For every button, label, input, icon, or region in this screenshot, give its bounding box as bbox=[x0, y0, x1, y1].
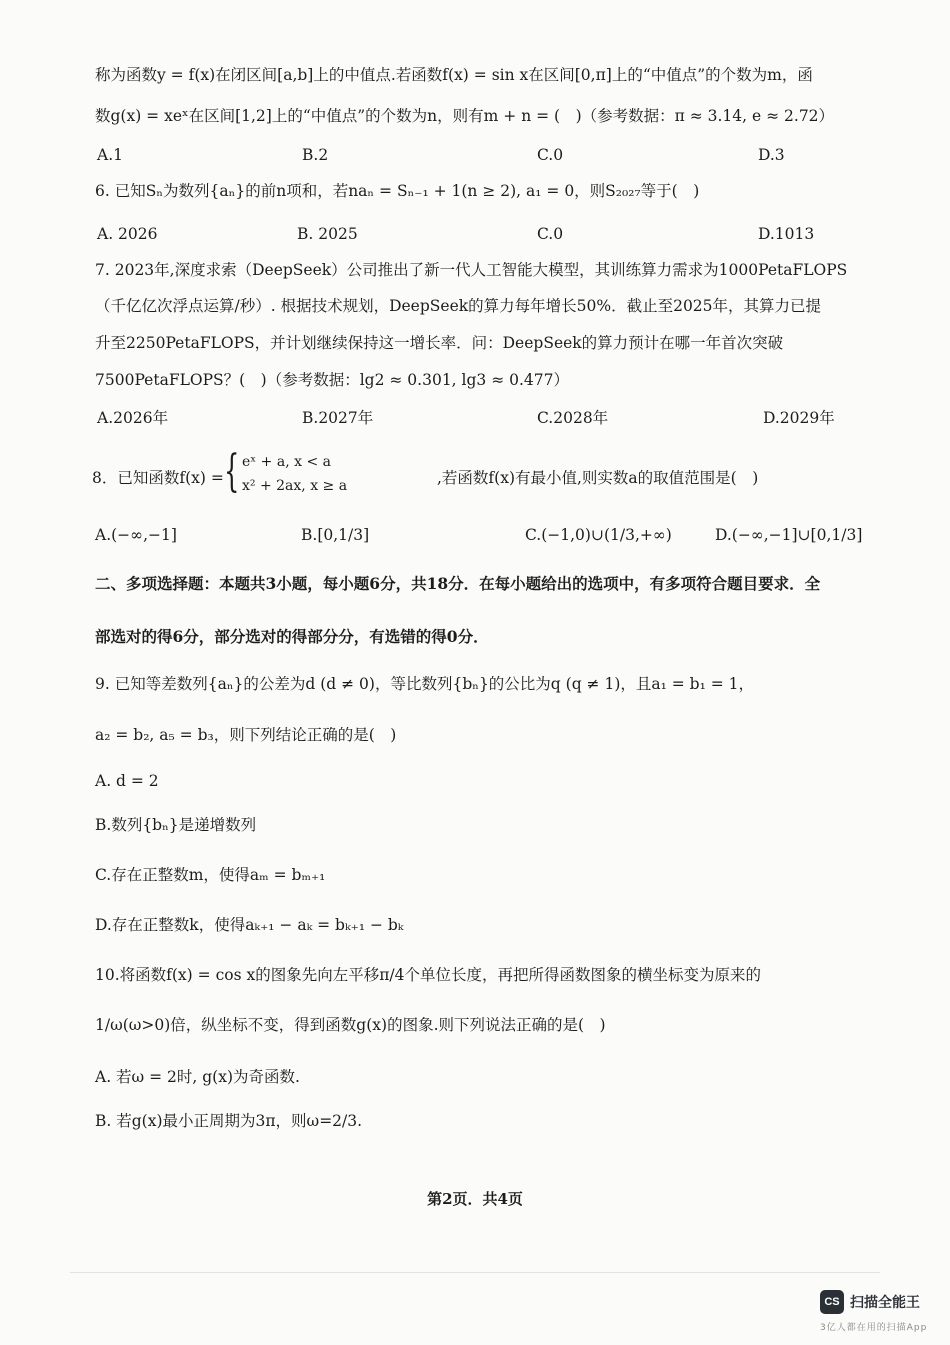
problem9-option-c: C.存在正整数m，使得aₘ = bₘ₊₁ bbox=[95, 866, 326, 884]
option-a: A.2026年 bbox=[97, 409, 169, 427]
problem8-question: ,若函数f(x)有最小值,则实数a的取值范围是( ) bbox=[437, 469, 759, 487]
option-d: D.2029年 bbox=[763, 409, 835, 427]
option-d: D.(−∞,−1]∪[0,1/3] bbox=[715, 526, 863, 544]
option-b: B.[0,1/3] bbox=[301, 526, 370, 544]
problem5-options bbox=[95, 146, 865, 170]
watermark-tagline: 3亿人都在用的扫描App bbox=[820, 1323, 928, 1333]
problem10-option-a: A. 若ω = 2时, g(x)为奇函数. bbox=[95, 1068, 300, 1086]
section2-heading-line1: 二、多项选择题：本题共3小题，每小题6分，共18分．在每小题给出的选项中，有多项符合题目要求．全 bbox=[95, 574, 821, 593]
option-d: D.3 bbox=[758, 146, 785, 164]
option-c: C.2028年 bbox=[537, 409, 609, 427]
option-c: C.(−1,0)∪(1/3,+∞) bbox=[525, 526, 672, 544]
problem9-line1: 9. 已知等差数列{aₙ}的公差为d (d ≠ 0)，等比数列{bₙ}的公比为q (q ≠ 1)，且a₁ = b₁ = 1， bbox=[95, 675, 755, 693]
divider bbox=[70, 1272, 880, 1273]
section2-heading-line2: 部选对的得6分，部分选对的得部分分，有选错的得0分． bbox=[95, 627, 489, 646]
option-b: B.2027年 bbox=[302, 409, 374, 427]
option-a: A.(−∞,−1] bbox=[95, 526, 177, 544]
option-c: C.0 bbox=[537, 146, 564, 164]
problem8-case1: eˣ + a, x < a bbox=[242, 454, 331, 470]
problem9-option-a: A. d = 2 bbox=[95, 772, 159, 790]
option-a: A.1 bbox=[97, 146, 123, 164]
problem7-line2: （千亿亿次浮点运算/秒）. 根据技术规划，DeepSeek的算力每年增长50%．截止至2025年，其算力已提 bbox=[95, 297, 822, 315]
watermark-brand: 扫描全能王 bbox=[850, 1295, 920, 1311]
problem7-line3: 升至2250PetaFLOPS，并计划继续保持这一增长率．问：DeepSeek的算力预计在哪一年首次突破 bbox=[95, 334, 784, 352]
problem6-stem: 6. 已知Sₙ为数列{aₙ}的前n项和，若naₙ = Sₙ₋₁ + 1(n ≥ 2), a₁ = 0，则S₂₀₂₇等于( ) bbox=[95, 182, 700, 200]
problem10-line2: 1/ω(ω>0)倍，纵坐标不变，得到函数g(x)的图象.则下列说法正确的是( ) bbox=[95, 1016, 606, 1034]
problem10-line1: 10.将函数f(x) = cos x的图象先向左平移π/4个单位长度，再把所得函数图象的横坐标变为原来的 bbox=[95, 966, 761, 984]
problem7-options bbox=[95, 409, 865, 433]
page-footer: 第2页．共4页 bbox=[427, 1190, 523, 1208]
problem6-options bbox=[95, 225, 865, 249]
problem10-option-b: B. 若g(x)最小正周期为3π，则ω=2/3. bbox=[95, 1112, 363, 1130]
option-b: B.2 bbox=[302, 146, 329, 164]
camscanner-logo-icon: CS bbox=[820, 1290, 844, 1314]
problem9-option-d: D.存在正整数k，使得aₖ₊₁ − aₖ = bₖ₊₁ − bₖ bbox=[95, 916, 404, 934]
problem8-options bbox=[95, 526, 865, 550]
option-d: D.1013 bbox=[758, 225, 815, 243]
option-b: B. 2025 bbox=[297, 225, 358, 243]
problem7-line4: 7500PetaFLOPS？( )（参考数据：lg2 ≈ 0.301, lg3 ≈ 0.477） bbox=[95, 371, 569, 389]
problem7-line1: 7. 2023年,深度求索（DeepSeek）公司推出了新一代人工智能大模型，其训练算力需求为1000PetaFLOPS bbox=[95, 261, 848, 279]
left-brace-symbol: { bbox=[224, 446, 240, 497]
problem8-lead: 8．已知函数f(x) = bbox=[92, 469, 224, 487]
problem5-line1: 称为函数y = f(x)在闭区间[a,b]上的中值点.若函数f(x) = sin x在区间[0,π]上的“中值点”的个数为m，函 bbox=[95, 66, 813, 84]
problem9-line2: a₂ = b₂, a₅ = b₃，则下列结论正确的是( ) bbox=[95, 726, 397, 744]
option-a: A. 2026 bbox=[97, 225, 158, 243]
problem8-case2: x² + 2ax, x ≥ a bbox=[242, 478, 348, 494]
option-c: C.0 bbox=[537, 225, 564, 243]
problem9-option-b: B.数列{bₙ}是递增数列 bbox=[95, 816, 257, 834]
problem5-line2: 数g(x) = xeˣ在区间[1,2]上的“中值点”的个数为n，则有m + n = ( )（参考数据：π ≈ 3.14, e ≈ 2.72） bbox=[95, 107, 835, 125]
